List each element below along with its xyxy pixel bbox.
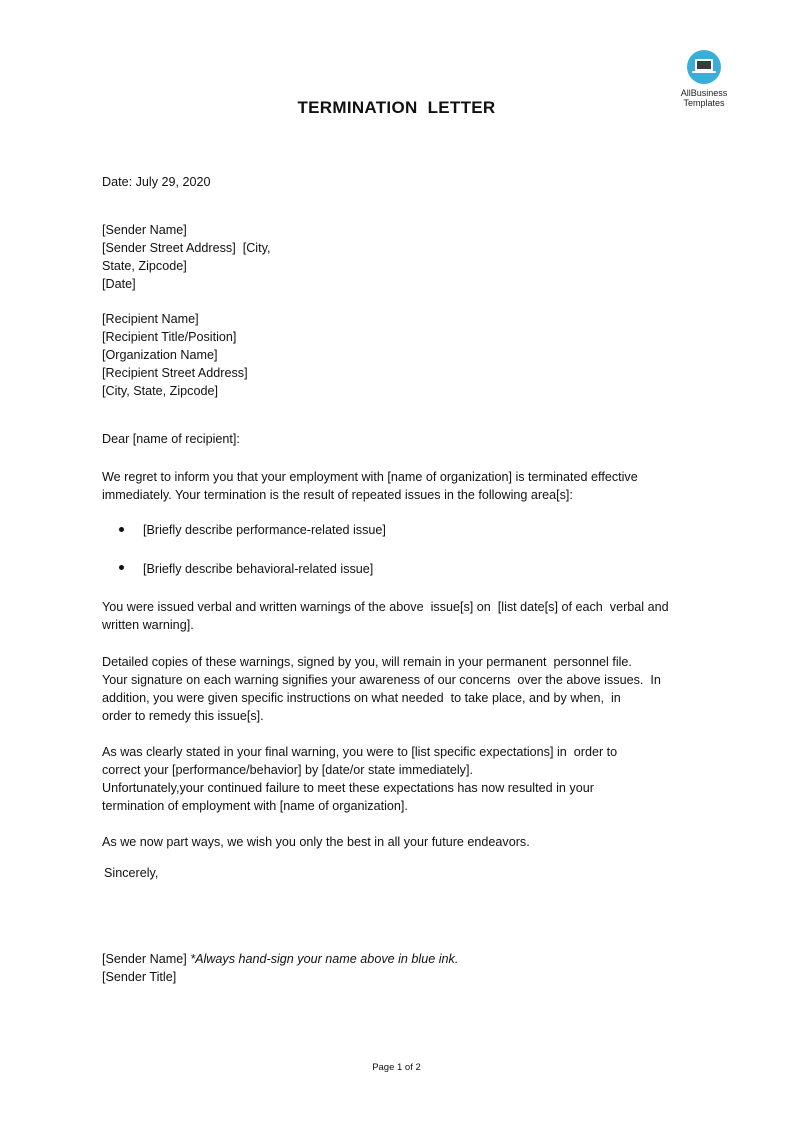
sender-line: [Sender Street Address] [City, — [102, 241, 271, 255]
paragraph-line: order to remedy this issue[s]. — [102, 709, 264, 723]
paragraph-line: You were issued verbal and written warnings of the above issue[s] on [list date[s] of each verbal and — [102, 600, 669, 614]
recipient-line: [Organization Name] — [102, 348, 218, 362]
sender-line: [Date] — [102, 277, 136, 291]
closing: Sincerely, — [104, 866, 159, 880]
paragraph-line: termination of employment with [name of organization]. — [102, 799, 408, 813]
page-number: Page 1 of 2 — [372, 1062, 421, 1073]
signature-name: [Sender Name] — [102, 952, 187, 966]
document-title: TERMINATION LETTER — [297, 98, 496, 117]
paragraph-line: correct your [performance/behavior] by [date/or state immediately]. — [102, 763, 473, 777]
logo-line-1: AllBusiness — [680, 88, 728, 98]
letter-date: Date: July 29, 2020 — [102, 175, 211, 189]
paragraph-line: Detailed copies of these warnings, signed by you, will remain in your permanent personnel file. — [102, 655, 632, 669]
bullet-item: [Briefly describe behavioral-related issue] — [143, 562, 374, 576]
paragraph-line: written warning]. — [102, 618, 194, 632]
bullet-item: [Briefly describe performance-related issue] — [143, 523, 386, 537]
bullet-dot — [119, 527, 124, 532]
signature-title: [Sender Title] — [102, 970, 177, 984]
logo-line-2: Templates — [683, 98, 725, 108]
laptop-icon — [687, 50, 721, 84]
paragraph-line: As was clearly stated in your final warning, you were to [list specific expectations] in order to — [102, 745, 618, 759]
bullet-dot — [119, 565, 124, 570]
paragraph-line: Unfortunately,your continued failure to meet these expectations has now resulted in your — [102, 781, 594, 795]
paragraph-line: immediately. Your termination is the result of repeated issues in the following area[s]: — [102, 488, 573, 502]
recipient-line: [Recipient Name] — [102, 312, 199, 326]
recipient-line: [Recipient Street Address] — [102, 366, 248, 380]
sender-line: State, Zipcode] — [102, 259, 187, 273]
paragraph-line: As we now part ways, we wish you only the best in all your future endeavors. — [102, 835, 530, 849]
salutation: Dear [name of recipient]: — [102, 432, 240, 446]
paragraph-line: addition, you were given specific instructions on what needed to take place, and by when, in — [102, 691, 621, 705]
sender-line: [Sender Name] — [102, 223, 187, 237]
recipient-line: [Recipient Title/Position] — [102, 330, 237, 344]
signature-note: *Always hand-sign your name above in blue ink. — [190, 952, 459, 966]
paragraph-line: Your signature on each warning signifies your awareness of our concerns over the above issues. In — [102, 673, 661, 687]
recipient-line: [City, State, Zipcode] — [102, 384, 218, 398]
signature-line — [102, 950, 458, 968]
paragraph-line: We regret to inform you that your employment with [name of organization] is terminated effective — [102, 470, 638, 484]
